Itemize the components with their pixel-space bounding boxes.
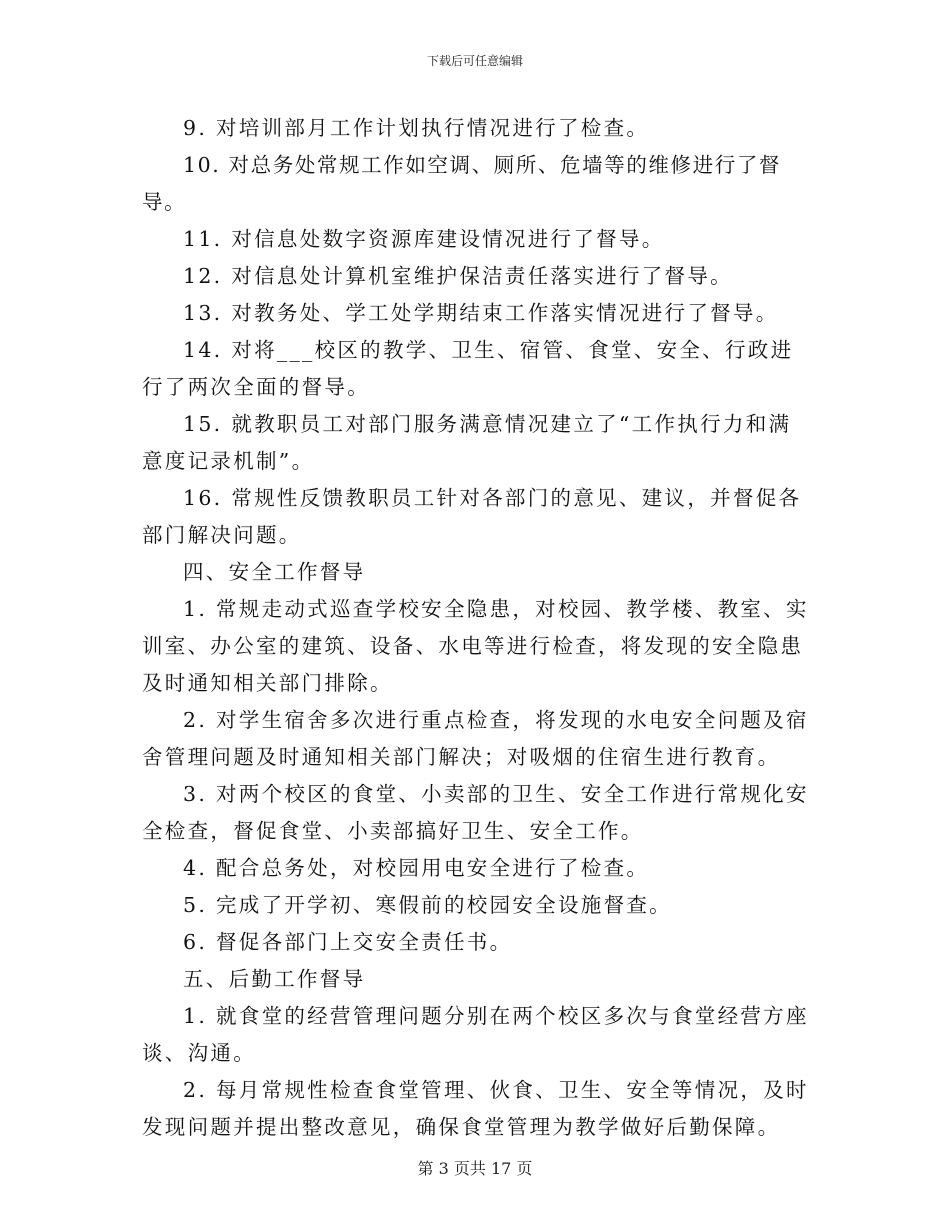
section-heading: 四、安全工作督导 [183, 560, 366, 584]
document-body [142, 110, 812, 1146]
list-item: 9. 对培训部月工作计划执行情况进行了检查。 [183, 116, 650, 140]
list-item: 14. 对将___校区的教学、卫生、宿管、食堂、安全、行政进行了两次全面的督导。 [142, 338, 794, 399]
list-item: 11. 对信息处数字资源库建设情况进行了督导。 [183, 227, 665, 251]
list-item: 1. 常规走动式巡查学校安全隐患，对校园、教学楼、教室、实训室、办公室的建筑、设备、水电等进行检查，将发现的安全隐患及时通知相关部门排除。 [142, 597, 809, 695]
list-item: 16. 常规性反馈教职员工针对各部门的意见、建议，并督促各部门解决问题。 [142, 486, 802, 547]
section-heading: 五、后勤工作督导 [183, 967, 366, 991]
list-item: 4. 配合总务处，对校园用电安全进行了检查。 [183, 856, 650, 880]
list-item: 15. 就教职员工对部门服务满意情况建立了“工作执行力和满意度记录机制”。 [142, 412, 792, 473]
list-item: 10. 对总务处常规工作如空调、厕所、危墙等的维修进行了督导。 [142, 153, 782, 214]
page-header: 下载后可任意编辑 [426, 54, 523, 68]
list-item: 6. 督促各部门上交安全责任书。 [183, 930, 513, 954]
page-footer: 第 3 页共 17 页 [417, 1159, 533, 1178]
list-item: 5. 完成了开学初、寒假前的校园安全设施督查。 [183, 893, 672, 917]
list-item: 3. 对两个校区的食堂、小卖部的卫生、安全工作进行常规化安全检查，督促食堂、小卖部搞好卫生、安全工作。 [142, 782, 809, 843]
list-item: 2. 每月常规性检查食堂管理、伙食、卫生、安全等情况，及时发现问题并提出整改意见，确保食堂管理为教学做好后勤保障。 [142, 1078, 809, 1139]
list-item: 2. 对学生宿舍多次进行重点检查，将发现的水电安全问题及宿舍管理问题及时通知相关部门解决；对吸烟的住宿生进行教育。 [142, 708, 809, 769]
list-item: 13. 对教务处、学工处学期结束工作落实情况进行了督导。 [183, 301, 779, 325]
list-item: 12. 对信息处计算机室维护保洁责任落实进行了督导。 [183, 264, 733, 288]
list-item: 1. 就食堂的经营管理问题分别在两个校区多次与食堂经营方座谈、沟通。 [142, 1004, 809, 1065]
